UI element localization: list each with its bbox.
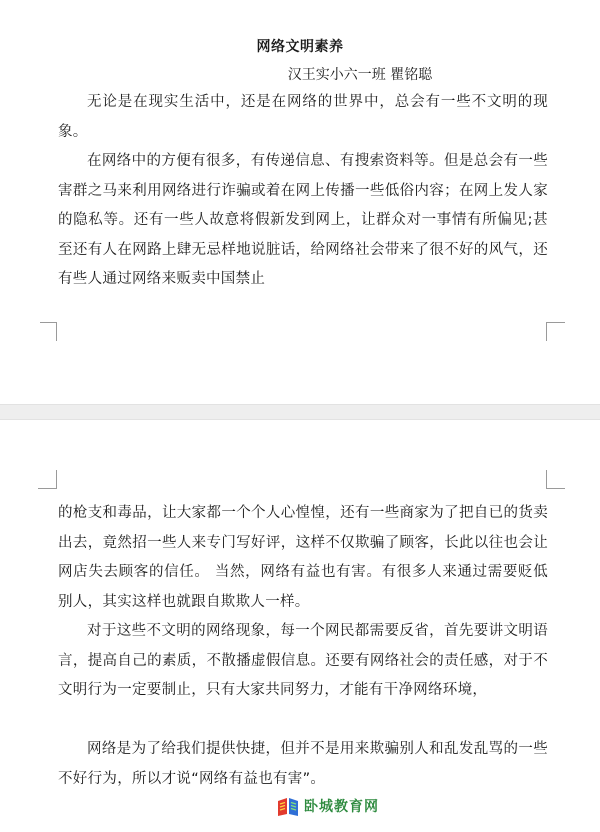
paragraph: 网络是为了给我们提供快捷，但并不是用来欺骗别人和乱发乱骂的一些不好行为，所以才说“网络有益也有害”。: [58, 741, 548, 787]
document-page-2: [0, 420, 600, 832]
document-title: 网络文明素养: [256, 39, 344, 55]
document-byline: 汉王实小六一班 瞿铭聪: [287, 67, 433, 83]
paragraph: 在网络中的方便有很多，有传递信息、有搜索资料等。但是总会有一些害群之马来利用网络进行诈骗或着在网上传播一些低俗内容；在网上发人家的隐私等。还有一些人故意将假新发到网上，让群众对一事情有所偏见;甚至还有人在网路上肆无忌样地说脏话，给网络社会带来了很不好的风气，还有些人通过网络来贩卖中国禁止: [58, 153, 548, 287]
paragraph: 对于这些不文明的网络现象，每一个网民都需要反省，首先要讲文明语言，提高自己的素质，不散播虚假信息。还要有网络社会的责任感，对于不文明行为一定要制止，只有大家共同努力，才能有干净网络环境，: [58, 623, 548, 698]
document-page-1: [0, 0, 600, 404]
watermark: [276, 794, 379, 818]
book-logo-icon: [276, 795, 300, 817]
watermark-text: 卧城教育网: [304, 799, 379, 815]
paragraph: 无论是在现实生活中，还是在网络的世界中，总会有一些不文明的现象。: [58, 94, 548, 140]
paragraph: 的枪支和毒品，让大家都一个个人心惶惶，还有一些商家为了把自已的货卖出去，竟然招一些人来专门写好评，这样不仅欺骗了顾客，长此以往也会让网店失去顾客的信任。 当然，网络有益也有害。有很多人来通过需要贬低别人，其实这样也就跟自欺欺人一样。: [58, 505, 548, 610]
page-separator: [0, 404, 600, 420]
page-corner-mark: [40, 322, 57, 341]
page-corner-mark: [38, 470, 57, 489]
page-corner-mark: [546, 322, 565, 341]
page-corner-mark: [546, 470, 565, 489]
